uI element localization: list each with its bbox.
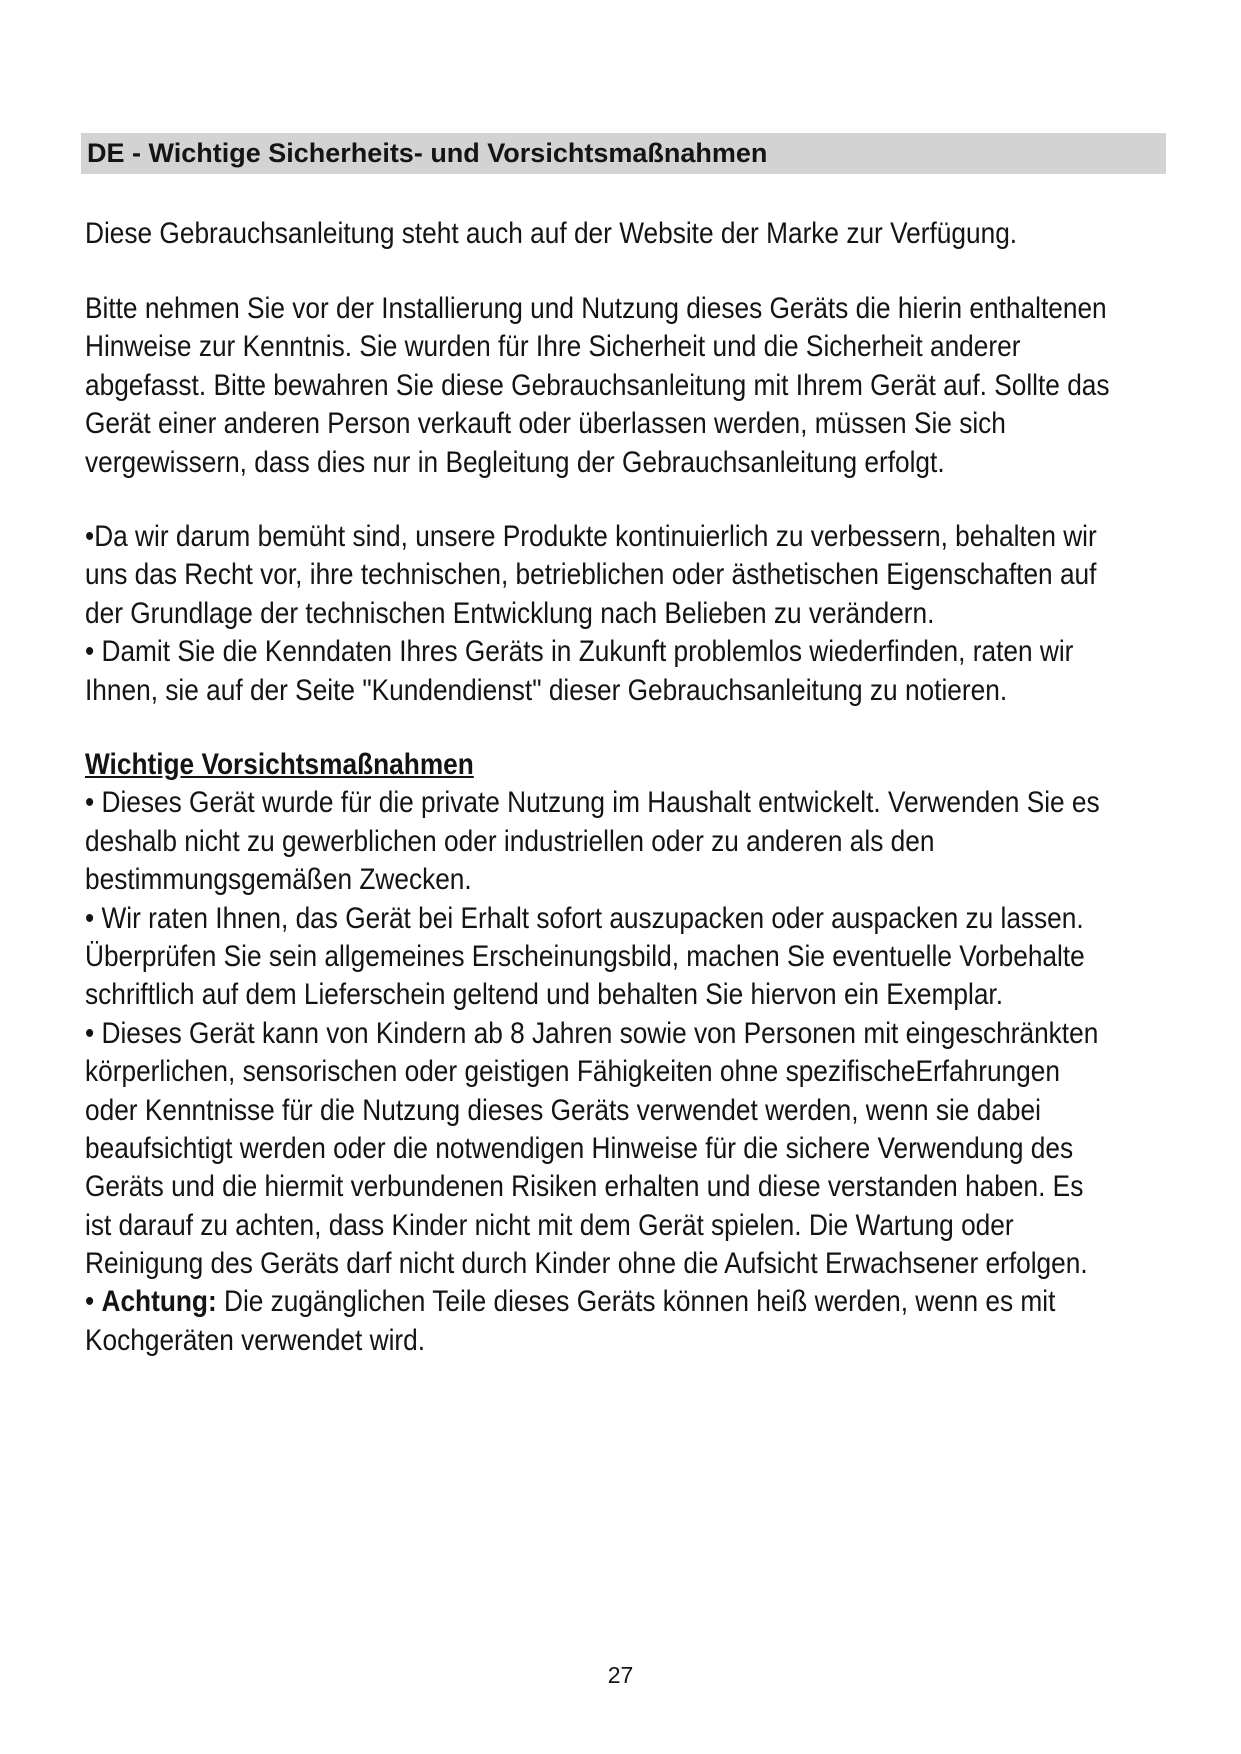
precautions-line: Überprüfen Sie sein allgemeines Erscheinungsbild, machen Sie eventuelle Vorbehalte bbox=[85, 939, 1085, 973]
warning-continuation: Kochgeräten verwendet wird. bbox=[85, 1323, 426, 1357]
intro-line: abgefasst. Bitte bewahren Sie diese Gebrauchsanleitung mit Ihrem Gerät auf. Sollte das bbox=[85, 368, 1110, 402]
warning-bullet: • bbox=[85, 1285, 102, 1319]
intro-line: vergewissern, dass dies nur in Begleitung der Gebrauchsanleitung erfolgt. bbox=[85, 445, 945, 479]
notes-line: der Grundlage der technischen Entwicklung nach Belieben zu verändern. bbox=[85, 596, 935, 630]
intro-line: Bitte nehmen Sie vor der Installierung und Nutzung dieses Geräts die hierin enthaltenen bbox=[85, 292, 1107, 325]
warning-text: Die zugänglichen Teile dieses Geräts können heiß werden, wenn es mit bbox=[216, 1285, 1056, 1319]
precautions-heading: Wichtige Vorsichtsmaßnahmen bbox=[85, 748, 474, 781]
precautions-section bbox=[85, 746, 1100, 1360]
notes-paragraph bbox=[85, 518, 1097, 710]
page-number: 27 bbox=[607, 1662, 634, 1688]
intro-line: Gerät einer anderen Person verkauft oder überlassen werden, müssen Sie sich bbox=[85, 407, 1006, 441]
precautions-line: • Wir raten Ihnen, das Gerät bei Erhalt sofort auszupacken oder auspacken zu lassen. bbox=[85, 901, 1084, 935]
precautions-line: deshalb nicht zu gewerblichen oder industriellen oder zu anderen als den bbox=[85, 824, 935, 858]
warning-label: Achtung: bbox=[101, 1285, 217, 1319]
precautions-line: Geräts und die hiermit verbundenen Risiken erhalten und diese verstanden haben. Es bbox=[85, 1170, 1084, 1204]
precautions-line: schriftlich auf dem Lieferschein geltend und behalten Sie hiervon ein Exemplar. bbox=[85, 978, 1004, 1012]
section-heading: DE - Wichtige Sicherheits- und Vorsichtsmaßnahmen bbox=[81, 133, 1166, 174]
notes-line: Ihnen, sie auf der Seite "Kundendienst" dieser Gebrauchsanleitung zu notieren. bbox=[85, 673, 1008, 707]
notes-line: •Da wir darum bemüht sind, unsere Produkte kontinuierlich zu verbessern, behalten wir bbox=[85, 520, 1097, 553]
website-note bbox=[85, 215, 1046, 253]
precautions-line: Reinigung des Geräts darf nicht durch Kinder ohne die Aufsicht Erwachsener erfolgen. bbox=[85, 1247, 1088, 1281]
precautions-line: beaufsichtigt werden oder die notwendigen Hinweise für die sichere Verwendung des bbox=[85, 1131, 1074, 1165]
precautions-line: • Dieses Gerät wurde für die private Nutzung im Haushalt entwickelt. Verwenden Sie es bbox=[85, 786, 1100, 820]
intro-paragraph bbox=[85, 290, 1110, 482]
warning-line bbox=[85, 1283, 1056, 1321]
precautions-line: oder Kenntnisse für die Nutzung dieses Geräts verwendet werden, wenn sie dabei bbox=[85, 1093, 1041, 1127]
intro-line: Hinweise zur Kenntnis. Sie wurden für Ihre Sicherheit und die Sicherheit anderer bbox=[85, 330, 1021, 364]
website-note-text: Diese Gebrauchsanleitung steht auch auf der Website der Marke zur Verfügung. bbox=[85, 217, 1018, 250]
notes-line: uns das Recht vor, ihre technischen, betrieblichen oder ästhetischen Eigenschaften auf bbox=[85, 558, 1097, 592]
precautions-line: • Dieses Gerät kann von Kindern ab 8 Jahren sowie von Personen mit eingeschränkten bbox=[85, 1016, 1099, 1050]
notes-line: • Damit Sie die Kenndaten Ihres Geräts in Zukunft problemlos wiederfinden, raten wir bbox=[85, 635, 1074, 669]
precautions-line: körperlichen, sensorischen oder geistigen Fähigkeiten ohne spezifischeErfahrungen bbox=[85, 1055, 1060, 1089]
precautions-line: bestimmungsgemäßen Zwecken. bbox=[85, 863, 472, 897]
precautions-line: ist darauf zu achten, dass Kinder nicht mit dem Gerät spielen. Die Wartung oder bbox=[85, 1208, 1014, 1242]
